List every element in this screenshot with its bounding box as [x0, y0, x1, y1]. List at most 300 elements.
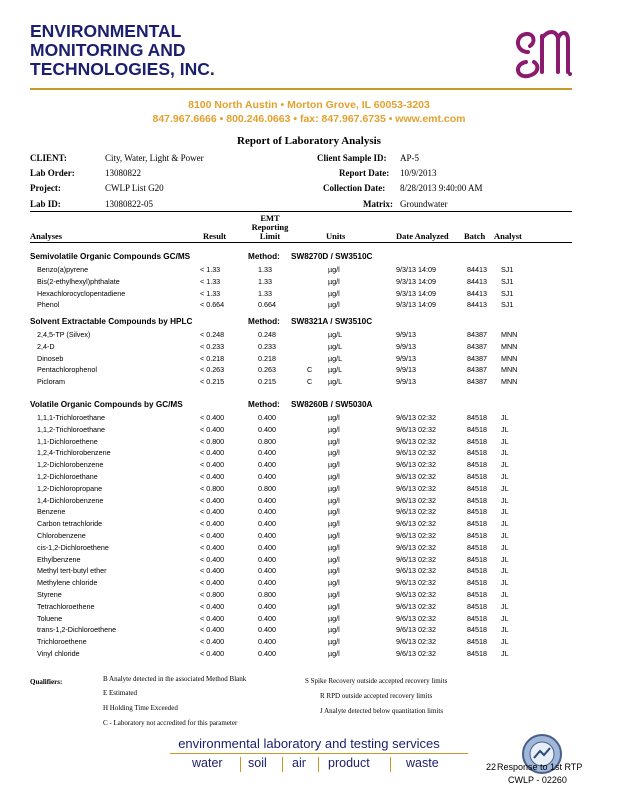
- col-limit-line-2: Reporting: [251, 222, 289, 232]
- service-waste: waste: [406, 756, 439, 770]
- analyte-name: 2,4-D: [37, 341, 55, 351]
- contact-line: 847.967.6666 • 800.246.0663 • fax: 847.967.6735 • www.emt.com: [152, 113, 466, 125]
- analyst-initials: MNN: [501, 365, 518, 375]
- qualifiers-label: Qualifiers:: [30, 678, 63, 686]
- analyte-name: Bis(2-ethylhexyl)phthalate: [37, 276, 120, 286]
- result-value: < 0.400: [200, 649, 225, 658]
- service-divider: [240, 757, 241, 772]
- analyst-initials: JL: [501, 566, 509, 576]
- col-limit: [245, 214, 295, 241]
- table-row: [0, 330, 618, 342]
- analyst-initials: JL: [501, 649, 509, 658]
- analyst-initials: JL: [501, 578, 509, 588]
- matrix-value: Groundwater: [400, 199, 448, 209]
- analyst-initials: MNN: [501, 377, 518, 387]
- columns-divider: [30, 242, 572, 243]
- result-value: < 0.400: [200, 507, 225, 517]
- date-analyzed: 9/6/13 02:32: [396, 460, 436, 470]
- table-row: [0, 289, 618, 301]
- header-rule: [30, 88, 572, 90]
- reporting-limit: 0.400: [258, 448, 276, 458]
- batch-number: 84518: [467, 448, 487, 458]
- analyte-name: Trichloroethene: [37, 637, 87, 647]
- result-value: < 0.400: [200, 613, 225, 623]
- reporting-limit: 0.400: [258, 637, 276, 647]
- table-row: [0, 460, 618, 472]
- analyte-name: Toluene: [37, 613, 63, 623]
- analyst-initials: SJ1: [501, 265, 514, 274]
- batch-number: 84518: [467, 649, 487, 658]
- service-divider: [318, 757, 319, 772]
- reporting-limit: 0.400: [258, 613, 276, 623]
- units-value: µg/l: [328, 566, 340, 576]
- company-name-line-3: TECHNOLOGIES, INC.: [30, 59, 215, 79]
- result-value: < 0.400: [200, 424, 225, 434]
- analyte-name: Chlorobenzene: [37, 531, 86, 540]
- method-value: SW8260B / SW5030A: [291, 400, 373, 409]
- result-value: < 1.33: [200, 265, 221, 274]
- table-row: [0, 448, 618, 460]
- table-row: [0, 472, 618, 484]
- matrix-label: Matrix:: [363, 199, 393, 209]
- document-id: CWLP - 02260: [508, 775, 567, 785]
- result-value: < 0.400: [200, 625, 225, 635]
- company-name: [30, 22, 290, 79]
- analyte-name: 1,1,2-Trichloroethane: [37, 424, 106, 434]
- table-row: [0, 543, 618, 555]
- date-analyzed: 9/9/13: [396, 341, 416, 351]
- header-divider: [30, 211, 572, 212]
- report-date-label: Report Date:: [339, 168, 390, 178]
- units-value: µg/l: [328, 519, 340, 529]
- analyte-name: 1,1,1-Trichloroethane: [37, 413, 106, 422]
- analyte-name: 1,2-Dichloropropane: [37, 483, 103, 493]
- table-row: [0, 277, 618, 289]
- analyte-name: Tetrachloroethene: [37, 601, 95, 611]
- analyte-name: Benzo(a)pyrene: [37, 265, 89, 274]
- reporting-limit: 0.263: [258, 365, 276, 375]
- table-row: [0, 507, 618, 519]
- analyte-name: Phenol: [37, 300, 60, 310]
- date-analyzed: 9/6/13 02:32: [396, 613, 436, 623]
- result-value: < 0.400: [200, 413, 225, 422]
- reporting-limit: 0.664: [258, 300, 276, 310]
- qualifier-r: R RPD outside accepted recovery limits: [320, 692, 433, 700]
- batch-number: 84518: [467, 424, 487, 434]
- table-row: [0, 566, 618, 578]
- analyst-initials: JL: [501, 483, 509, 493]
- section-title: Volatile Organic Compounds by GC/MS: [30, 400, 183, 409]
- units-value: µg/L: [328, 365, 343, 375]
- batch-number: 84518: [467, 613, 487, 623]
- units-value: µg/L: [328, 330, 343, 339]
- batch-number: 84518: [467, 472, 487, 481]
- units-value: µg/l: [328, 424, 340, 434]
- table-row: [0, 413, 618, 425]
- reporting-limit: 0.400: [258, 578, 276, 588]
- reporting-limit: 1.33: [258, 288, 272, 298]
- analyte-name: Picloram: [37, 377, 65, 387]
- result-value: < 1.33: [200, 276, 221, 286]
- date-analyzed: 9/6/13 02:32: [396, 519, 436, 529]
- result-value: < 0.218: [200, 353, 225, 363]
- units-value: µg/l: [328, 578, 340, 588]
- result-value: < 0.215: [200, 377, 225, 387]
- collection-date-label: Collection Date:: [323, 183, 386, 193]
- report-date-value: 10/9/2013: [400, 168, 437, 178]
- analyte-name: 1,2-Dichlorobenzene: [37, 460, 104, 470]
- service-soil: soil: [248, 756, 267, 770]
- table-row: [0, 649, 618, 661]
- analyst-initials: JL: [501, 436, 509, 446]
- col-units: Units: [326, 231, 346, 241]
- analyte-name: Dinoseb: [37, 353, 64, 363]
- qualifier-e: E Estimated: [103, 689, 138, 697]
- batch-number: 84387: [467, 341, 487, 351]
- reporting-limit: 0.218: [258, 353, 276, 363]
- units-value: µg/l: [328, 288, 340, 298]
- batch-number: 84518: [467, 413, 487, 422]
- units-value: µg/L: [328, 377, 343, 387]
- analyte-name: 1,4-Dichlorobenzene: [37, 495, 104, 505]
- service-divider: [390, 757, 391, 772]
- result-value: < 0.400: [200, 566, 225, 576]
- units-value: µg/l: [328, 542, 340, 552]
- date-analyzed: 9/6/13 02:32: [396, 495, 436, 505]
- analyst-initials: MNN: [501, 330, 518, 339]
- result-value: < 0.664: [200, 300, 225, 310]
- project-label: Project:: [30, 183, 61, 193]
- analyte-name: Carbon tetrachloride: [37, 519, 103, 529]
- reporting-limit: 0.400: [258, 531, 276, 540]
- col-analyses: Analyses: [30, 231, 63, 241]
- date-analyzed: 9/9/13: [396, 330, 416, 339]
- batch-number: 84413: [467, 265, 487, 274]
- batch-number: 84387: [467, 365, 487, 375]
- analyte-name: cis-1,2-Dichloroethene: [37, 542, 109, 552]
- result-value: < 0.400: [200, 542, 225, 552]
- batch-number: 84518: [467, 566, 487, 576]
- batch-number: 84518: [467, 519, 487, 529]
- collection-date-value: 8/28/2013 9:40:00 AM: [400, 183, 483, 193]
- units-value: µg/l: [328, 483, 340, 493]
- analyte-name: 1,2,4-Trichlorobenzene: [37, 448, 111, 458]
- units-value: µg/l: [328, 276, 340, 286]
- date-analyzed: 9/6/13 02:32: [396, 578, 436, 588]
- batch-number: 84387: [467, 353, 487, 363]
- col-date-analyzed: Date Analyzed: [396, 231, 449, 241]
- units-value: µg/l: [328, 507, 340, 517]
- date-analyzed: 9/6/13 02:32: [396, 625, 436, 635]
- result-value: < 0.800: [200, 436, 225, 446]
- result-value: < 0.400: [200, 472, 225, 481]
- analyst-initials: JL: [501, 590, 509, 599]
- analyst-initials: MNN: [501, 353, 518, 363]
- analyte-name: Pentachlorophenol: [37, 365, 97, 375]
- reporting-limit: 0.400: [258, 566, 276, 576]
- method-value: SW8321A / SW3510C: [291, 317, 373, 326]
- lab-order-value: 13080822: [105, 168, 141, 178]
- analyst-initials: JL: [501, 424, 509, 434]
- reporting-limit: 0.400: [258, 601, 276, 611]
- date-analyzed: 9/6/13 02:32: [396, 601, 436, 611]
- table-row: [0, 300, 618, 312]
- analyst-initials: JL: [501, 448, 509, 458]
- batch-number: 84518: [467, 436, 487, 446]
- units-value: µg/l: [328, 590, 340, 599]
- result-value: < 0.400: [200, 578, 225, 588]
- method-label: Method:: [248, 317, 280, 326]
- col-result: Result: [203, 231, 227, 241]
- batch-number: 84518: [467, 601, 487, 611]
- batch-number: 84518: [467, 507, 487, 517]
- analyst-initials: JL: [501, 554, 509, 564]
- units-value: µg/l: [328, 265, 340, 274]
- response-label: Response to 1st RTP: [497, 762, 583, 772]
- project-value: CWLP List G20: [105, 183, 164, 193]
- col-limit-line-1: EMT: [260, 213, 280, 223]
- reporting-limit: 0.400: [258, 507, 276, 517]
- analyte-name: Benzene: [37, 507, 66, 517]
- batch-number: 84413: [467, 276, 487, 286]
- analyst-initials: JL: [501, 460, 509, 470]
- analyte-name: Methyl tert-butyl ether: [37, 566, 107, 576]
- analyst-initials: JL: [501, 542, 509, 552]
- analyst-initials: JL: [501, 413, 509, 422]
- result-value: < 1.33: [200, 288, 221, 298]
- sample-id-value: AP-5: [400, 153, 420, 163]
- analyst-initials: JL: [501, 472, 509, 481]
- date-analyzed: 9/6/13 02:32: [396, 413, 436, 422]
- service-water: water: [192, 756, 223, 770]
- date-analyzed: 9/6/13 02:32: [396, 436, 436, 446]
- batch-number: 84518: [467, 637, 487, 647]
- table-row: [0, 531, 618, 543]
- section-title: Solvent Extractable Compounds by HPLC: [30, 317, 193, 326]
- analyte-name: trans-1,2-Dichloroethene: [37, 625, 117, 635]
- units-value: µg/l: [328, 531, 340, 540]
- reporting-limit: 0.400: [258, 542, 276, 552]
- table-row: [0, 578, 618, 590]
- analyte-name: 2,4,5-TP (Silvex): [37, 330, 91, 339]
- batch-number: 84518: [467, 625, 487, 635]
- units-value: µg/l: [328, 472, 340, 481]
- batch-number: 84518: [467, 542, 487, 552]
- reporting-limit: 0.400: [258, 424, 276, 434]
- batch-number: 84518: [467, 483, 487, 493]
- lab-id-label: Lab ID:: [30, 199, 61, 209]
- table-row: [0, 496, 618, 508]
- units-value: µg/l: [328, 460, 340, 470]
- analyte-name: Methylene chloride: [37, 578, 98, 588]
- method-label: Method:: [248, 252, 280, 261]
- col-analyst: Analyst: [494, 231, 522, 241]
- analyte-name: 1,1-Dichloroethene: [37, 436, 98, 446]
- method-value: SW8270D / SW3510C: [291, 252, 373, 261]
- table-row: [0, 637, 618, 649]
- analyte-name: Ethylbenzene: [37, 554, 81, 564]
- result-value: < 0.800: [200, 590, 225, 599]
- qualifier-flag: C: [307, 365, 313, 375]
- batch-number: 84518: [467, 495, 487, 505]
- analyst-initials: SJ1: [501, 288, 514, 298]
- analyst-initials: JL: [501, 625, 509, 635]
- table-row: [0, 602, 618, 614]
- reporting-limit: 0.800: [258, 590, 276, 599]
- analyte-name: Styrene: [37, 590, 62, 599]
- sample-id-label: Client Sample ID:: [317, 153, 387, 163]
- qualifier-j: J Analyte detected below quantitation limits: [320, 707, 444, 715]
- client-label: CLIENT:: [30, 153, 67, 163]
- analyst-initials: MNN: [501, 341, 518, 351]
- analyst-initials: SJ1: [501, 276, 514, 286]
- reporting-limit: 0.400: [258, 495, 276, 505]
- table-row: [0, 484, 618, 496]
- emt-logo: [508, 22, 574, 84]
- units-value: µg/l: [328, 448, 340, 458]
- date-analyzed: 9/6/13 02:32: [396, 554, 436, 564]
- services-bar: [170, 753, 468, 776]
- reporting-limit: 0.400: [258, 460, 276, 470]
- table-row: [0, 590, 618, 602]
- table-row: [0, 555, 618, 567]
- table-row: [0, 265, 618, 277]
- service-divider: [282, 757, 283, 772]
- table-row: [0, 437, 618, 449]
- table-row: [0, 519, 618, 531]
- result-value: < 0.263: [200, 365, 225, 375]
- analyst-initials: JL: [501, 531, 509, 540]
- table-row: [0, 365, 618, 377]
- analyst-initials: JL: [501, 637, 509, 647]
- reporting-limit: 0.800: [258, 436, 276, 446]
- units-value: µg/l: [328, 554, 340, 564]
- units-value: µg/L: [328, 353, 343, 363]
- result-value: < 0.248: [200, 330, 225, 339]
- units-value: µg/l: [328, 625, 340, 635]
- date-analyzed: 9/6/13 02:32: [396, 424, 436, 434]
- qualifier-b: B Analyte detected in the associated Method Blank: [103, 675, 247, 683]
- col-batch: Batch: [464, 231, 486, 241]
- analyst-initials: JL: [501, 495, 509, 505]
- analyst-initials: SJ1: [501, 300, 514, 310]
- analyst-initials: JL: [501, 613, 509, 623]
- date-analyzed: 9/9/13: [396, 353, 416, 363]
- table-row: [0, 377, 618, 389]
- result-value: < 0.400: [200, 554, 225, 564]
- date-analyzed: 9/6/13 02:32: [396, 590, 436, 599]
- date-analyzed: 9/6/13 02:32: [396, 507, 436, 517]
- reporting-limit: 1.33: [258, 265, 272, 274]
- result-value: < 0.400: [200, 601, 225, 611]
- date-analyzed: 9/6/13 02:32: [396, 566, 436, 576]
- method-label: Method:: [248, 400, 280, 409]
- units-value: µg/l: [328, 637, 340, 647]
- company-name-line-2: MONITORING AND: [30, 40, 186, 60]
- date-analyzed: 9/3/13 14:09: [396, 300, 436, 310]
- footer-tagline: environmental laboratory and testing services: [178, 736, 440, 751]
- date-analyzed: 9/9/13: [396, 365, 416, 375]
- date-analyzed: 9/6/13 02:32: [396, 531, 436, 540]
- date-analyzed: 9/6/13 02:32: [396, 649, 436, 658]
- result-value: < 0.233: [200, 341, 225, 351]
- units-value: µg/l: [328, 436, 340, 446]
- qualifier-c: C - Laboratory not accredited for this parameter: [103, 719, 238, 727]
- date-analyzed: 9/3/13 14:09: [396, 288, 436, 298]
- batch-number: 84413: [467, 300, 487, 310]
- result-value: < 0.400: [200, 519, 225, 529]
- batch-number: 84518: [467, 531, 487, 540]
- result-value: < 0.400: [200, 460, 225, 470]
- reporting-limit: 0.215: [258, 377, 276, 387]
- table-row: [0, 354, 618, 366]
- units-value: µg/l: [328, 649, 340, 658]
- date-analyzed: 9/6/13 02:32: [396, 448, 436, 458]
- qualifier-h: H Holding Time Exceeded: [103, 704, 178, 712]
- analyte-name: Hexachlorocyclopentadiene: [37, 288, 126, 298]
- qualifier-flag: C: [307, 377, 313, 387]
- table-row: [0, 342, 618, 354]
- reporting-limit: 0.400: [258, 554, 276, 564]
- col-limit-line-3: Limit: [259, 231, 281, 241]
- lab-order-label: Lab Order:: [30, 168, 75, 178]
- company-name-line-1: ENVIRONMENTAL: [30, 21, 182, 41]
- batch-number: 84387: [467, 377, 487, 387]
- service-air: air: [292, 756, 306, 770]
- units-value: µg/l: [328, 613, 340, 623]
- date-analyzed: 9/6/13 02:32: [396, 472, 436, 481]
- section-title: Semivolatile Organic Compounds GC/MS: [30, 252, 191, 261]
- analyst-initials: JL: [501, 519, 509, 529]
- analyst-initials: JL: [501, 601, 509, 611]
- result-value: < 0.400: [200, 495, 225, 505]
- reporting-limit: 0.400: [258, 413, 276, 422]
- batch-number: 84387: [467, 330, 487, 339]
- table-row: [0, 614, 618, 626]
- result-value: < 0.400: [200, 448, 225, 458]
- result-value: < 0.800: [200, 483, 225, 493]
- units-value: µg/l: [328, 495, 340, 505]
- reporting-limit: 1.33: [258, 276, 272, 286]
- date-analyzed: 9/6/13 02:32: [396, 483, 436, 493]
- date-analyzed: 9/3/13 14:09: [396, 276, 436, 286]
- batch-number: 84518: [467, 460, 487, 470]
- reporting-limit: 0.400: [258, 519, 276, 529]
- analyte-name: 1,2-Dichloroethane: [37, 472, 98, 481]
- units-value: µg/L: [328, 341, 343, 351]
- report-title: Report of Laboratory Analysis: [237, 135, 381, 147]
- analyte-name: Vinyl chloride: [37, 649, 80, 658]
- reporting-limit: 0.233: [258, 341, 276, 351]
- reporting-limit: 0.800: [258, 483, 276, 493]
- analyst-initials: JL: [501, 507, 509, 517]
- address-line: 8100 North Austin • Morton Grove, IL 60053-3203: [188, 99, 430, 111]
- date-analyzed: 9/6/13 02:32: [396, 542, 436, 552]
- reporting-limit: 0.248: [258, 330, 276, 339]
- units-value: µg/l: [328, 601, 340, 611]
- date-analyzed: 9/3/13 14:09: [396, 265, 436, 274]
- reporting-limit: 0.400: [258, 472, 276, 481]
- reporting-limit: 0.400: [258, 625, 276, 635]
- batch-number: 84518: [467, 578, 487, 588]
- lab-id-value: 13080822-05: [105, 199, 153, 209]
- units-value: µg/l: [328, 413, 340, 422]
- batch-number: 84518: [467, 554, 487, 564]
- table-row: [0, 625, 618, 637]
- result-value: < 0.400: [200, 637, 225, 647]
- reporting-limit: 0.400: [258, 649, 276, 658]
- date-analyzed: 9/9/13: [396, 377, 416, 387]
